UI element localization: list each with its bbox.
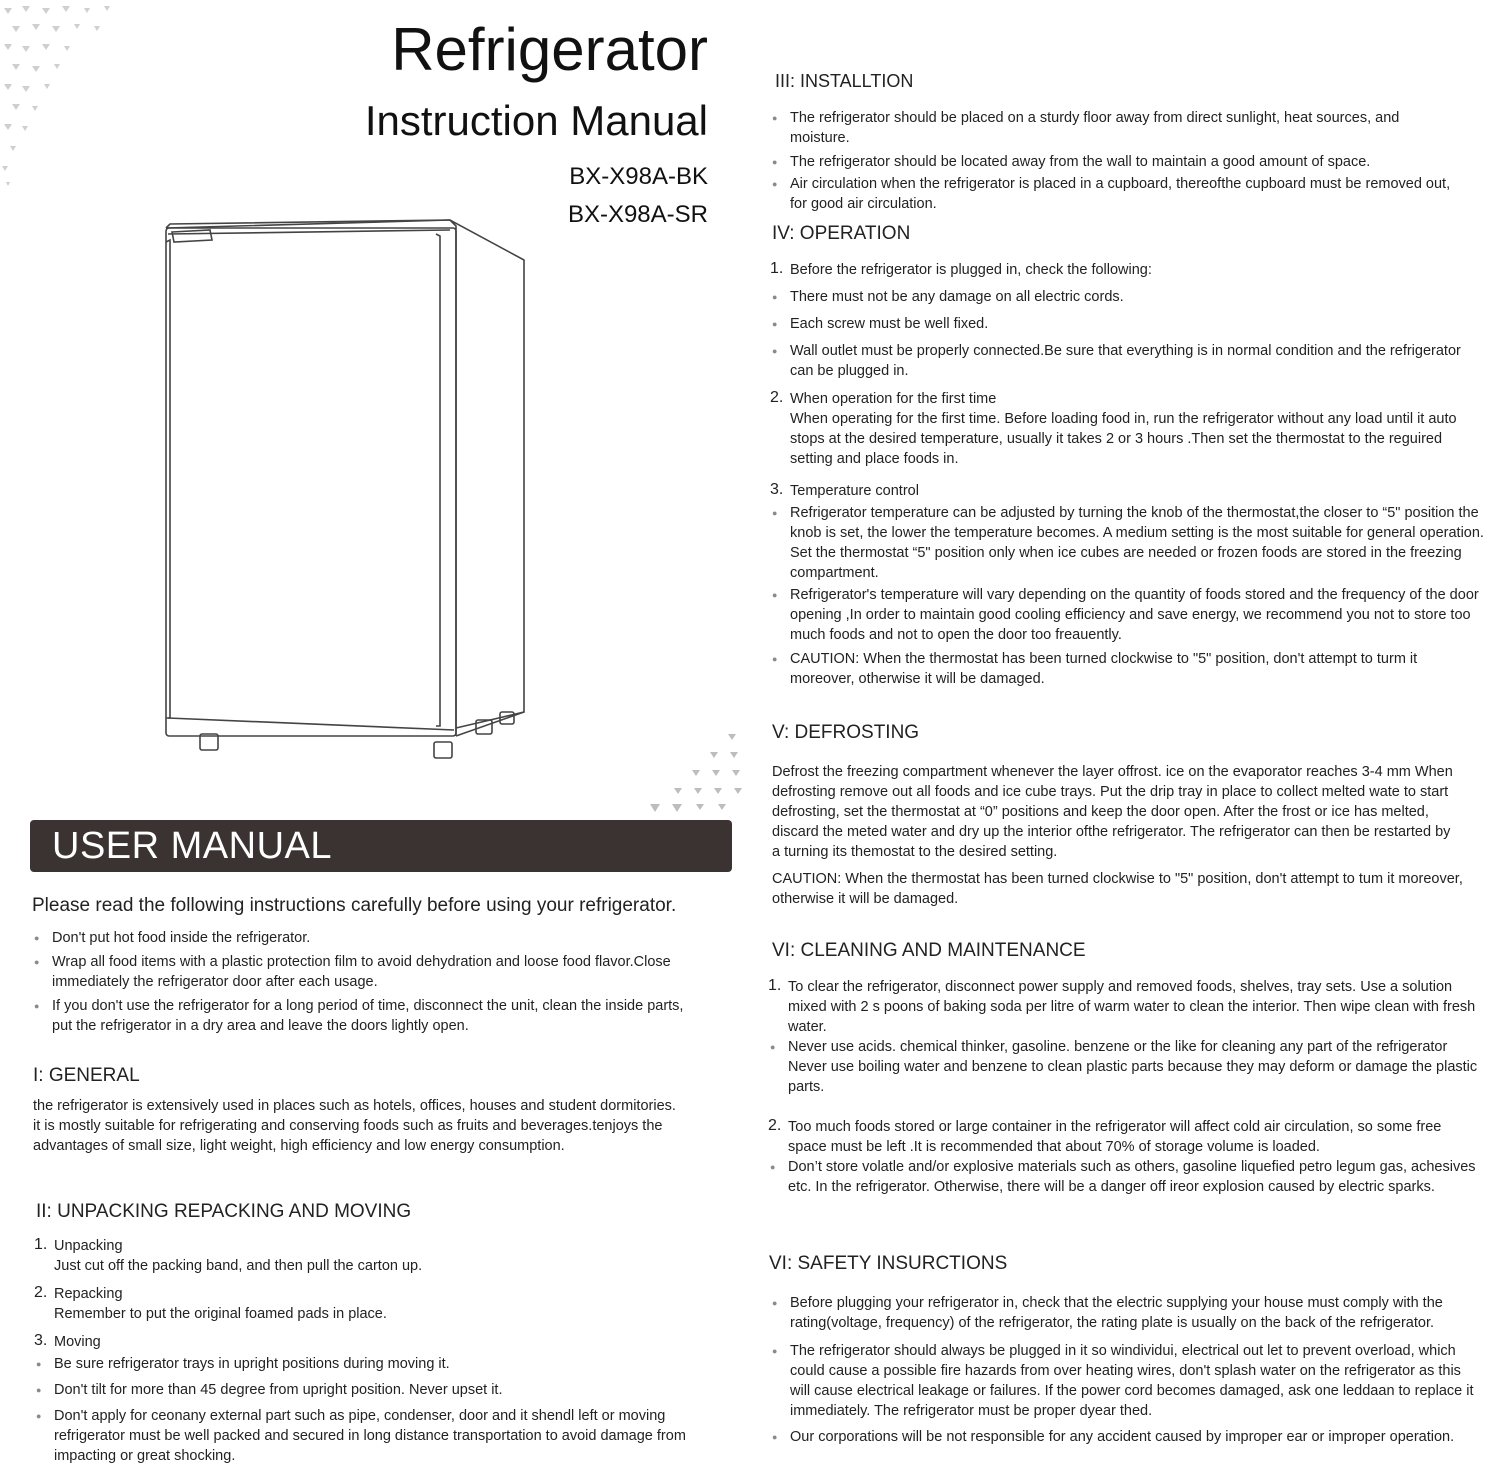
list-item: ● Be sure refrigerator trays in upright positions during moving it.: [36, 1354, 704, 1374]
list-item: ● Air circulation when the refrigerator is placed in a cupboard, thereofthe cupboard must be removed out, for good air circulation.: [772, 174, 1452, 214]
list-item: ● Before plugging your refrigerator in, check that the electric supplying your house must comply with the rating(voltage, frequency) of the refrigerator, the rating plate is usually on the back of the refrigerator.: [772, 1293, 1484, 1333]
item-text: Remember to put the original foamed pads in place.: [54, 1306, 387, 1322]
list-item: ● There must not be any damage on all electric cords.: [772, 287, 1484, 307]
model-number: BX-X98A-SR: [567, 201, 708, 228]
cleaning-list: [770, 977, 1482, 1197]
numbered-item: [772, 481, 1484, 501]
list-item: ● Don't apply for ceonany external part such as pipe, condenser, door and it shendl left or moving refrigerator must be well packed and secured in long distance transportation to avoid damage from impacting or great shocking.: [36, 1406, 704, 1466]
item-title: Before the refrigerator is plugged in, check the following:: [790, 262, 1152, 278]
list-item: ● Wall outlet must be properly connected.Be sure that everything is in normal condition and the refrigerator can be plugged in.: [772, 341, 1484, 381]
item-number: 3.: [770, 481, 784, 498]
item-title: Unpacking: [54, 1238, 123, 1254]
intro-lead: Please read the following instructions carefully before using your refrigerator.: [32, 895, 677, 916]
user-manual-banner: [30, 820, 732, 872]
list-item: ● Refrigerator temperature can be adjusted by turning the knob of the thermostat,the closer to “5" position the knob is set, the lower the temperature becomes. A medium setting is the most suitable for general operation. Set the thermostat “5" position only when ice cubes are needed or frozen foods are stored in the freezing compartment.: [772, 503, 1484, 583]
item-number: 3.: [34, 1332, 48, 1349]
list-item: ● Don't tilt for more than 45 degree from upright position. Never upset it.: [36, 1380, 704, 1400]
list-item: ● The refrigerator should always be plugged in it so windividui, electrical out let to prevent overload, which could cause a possible fire hazards from over heating wires, don't splash water on the refrigerator as this will cause electrical leakage or failures. If the power cord becomes damaged, ask one leddaan to replace it immediately. The refrigerator must be proper dyear thed.: [772, 1341, 1484, 1421]
section-heading-safety: VI: SAFETY INSURCTIONS: [769, 1253, 1008, 1274]
item-number: 1.: [34, 1236, 48, 1253]
item-number: 2.: [34, 1284, 48, 1301]
item-title: When operation for the first time: [790, 391, 997, 407]
item-title: Repacking: [54, 1286, 123, 1302]
numbered-item: [36, 1284, 704, 1324]
unpacking-list: [36, 1236, 704, 1466]
section-heading-cleaning: VI: CLEANING AND MAINTENANCE: [772, 940, 1086, 961]
list-item: ● Never use acids. chemical thinker, gasoline. benzene or the like for cleaning any part of the refrigerator Never use boiling water and benzene to clean plastic parts because they may deform or damage the plastic parts.: [770, 1037, 1482, 1097]
list-item: ● The refrigerator should be located away from the wall to maintain a good amount of space.: [772, 152, 1452, 172]
item-text: Too much foods stored or large container in the refrigerator will affect cold air circulation, so some free space must be left .It is recommended that about 70% of storage volume is loaded.: [788, 1119, 1442, 1155]
numbered-item: [770, 977, 1482, 1037]
item-title: Temperature control: [790, 483, 919, 499]
section-heading-installation: III: INSTALLTION: [775, 71, 914, 91]
list-item: ● Don’t store volatle and/or explosive materials such as others, gasoline liquefied petro legum gas, achesives etc. In the refrigerator. Otherwise, there will be a danger off ireor explosion caused by electric sparks.: [770, 1157, 1482, 1197]
manual-title: Refrigerator: [391, 16, 708, 83]
defrosting-caution: CAUTION: When the thermostat has been turned clockwise to "5" position, don't attempt to tum it moreover, otherwise it will be damaged.: [772, 871, 1463, 907]
list-item: ● The refrigerator should be placed on a sturdy floor away from direct sunlight, heat sources, and moisture.: [772, 108, 1452, 148]
section-heading-defrosting: V: DEFROSTING: [772, 722, 920, 743]
safety-list: [772, 1293, 1484, 1447]
item-text: To clear the refrigerator, disconnect power supply and removed foods, shelves, tray sets. Use a solution mixed with 2 s poons of baking soda per litre of warm water to clean the interior. Then wipe clean with fresh water.: [788, 979, 1476, 1035]
intro-list: [34, 928, 704, 1036]
general-text: the refrigerator is extensively used in places such as hotels, offices, houses and student dormitories. it is mostly suitable for refrigerating and conserving foods such as fruits and beverages.tenjoys the advantages of small size, light weight, high efficiency and low energy consumption.: [33, 1098, 676, 1154]
item-text: Just cut off the packing band, and then pull the carton up.: [54, 1258, 423, 1274]
numbered-item: [36, 1236, 704, 1276]
section-heading-general: I: GENERAL: [33, 1065, 140, 1086]
triangle-pattern-decoration: [640, 730, 750, 820]
installation-list: [772, 108, 1452, 214]
list-item: ● Our corporations will be not responsible for any accident caused by improper ear or improper operation.: [772, 1427, 1484, 1447]
operation-list: [772, 260, 1484, 689]
numbered-item: [772, 260, 1484, 280]
list-item: ● If you don't use the refrigerator for a long period of time, disconnect the unit, clean the inside parts, put the refrigerator in a dry area and leave the doors lightly open.: [34, 996, 704, 1036]
item-number: 1.: [768, 977, 782, 994]
model-number: BX-X98A-BK: [569, 163, 708, 190]
refrigerator-illustration: [150, 212, 540, 772]
defrosting-text: Defrost the freezing compartment whenever the layer offrost. ice on the evaporator reaches 3-4 mm When defrosting remove out all foods and ice cube trays. Put the drip tray in place to collect melted wate to start defrosting, set the thermostat at “0” positions and keep the door open. After the frost or ice has melted, discard the meted water and dry up the interior ofthe refrigerator. The refrigerator can then be restarted by a turning its themostat to the desired setting.: [772, 764, 1453, 860]
item-number: 2.: [768, 1117, 782, 1134]
item-number: 1.: [770, 260, 784, 277]
item-title: Moving: [54, 1334, 101, 1350]
item-text: When operating for the first time. Before loading food in, run the refrigerator without any load until it auto stops at the desired temperature, usually it takes 2 or 3 hours .Then set the thermostat to the reguired setting and place foods in.: [790, 411, 1457, 467]
manual-subtitle: Instruction Manual: [364, 97, 708, 144]
numbered-item: [772, 389, 1484, 469]
list-item: ● Wrap all food items with a plastic protection film to avoid dehydration and loose food flavor.Close immediately the refrigerator door after each usage.: [34, 952, 704, 992]
numbered-item: [770, 1117, 1482, 1157]
section-heading-unpacking: II: UNPACKING REPACKING AND MOVING: [36, 1201, 412, 1222]
banner-label: USER MANUAL: [52, 825, 332, 867]
list-item: ● Refrigerator's temperature will vary depending on the quantity of foods stored and the frequency of the door opening ,In order to maintain good cooling efficiency and save energy, we recommend you not to store too much foods and not to open the door too freauently.: [772, 585, 1484, 645]
list-item: ● CAUTION: When the thermostat has been turned clockwise to "5" position, don't attempt to turm it moreover, otherwise it will be damaged.: [772, 649, 1484, 689]
numbered-item: [36, 1332, 704, 1352]
section-heading-operation: IV: OPERATION: [772, 223, 911, 244]
item-number: 2.: [770, 389, 784, 406]
list-item: ● Each screw must be well fixed.: [772, 314, 1484, 334]
list-item: ● Don't put hot food inside the refrigerator.: [34, 928, 704, 948]
